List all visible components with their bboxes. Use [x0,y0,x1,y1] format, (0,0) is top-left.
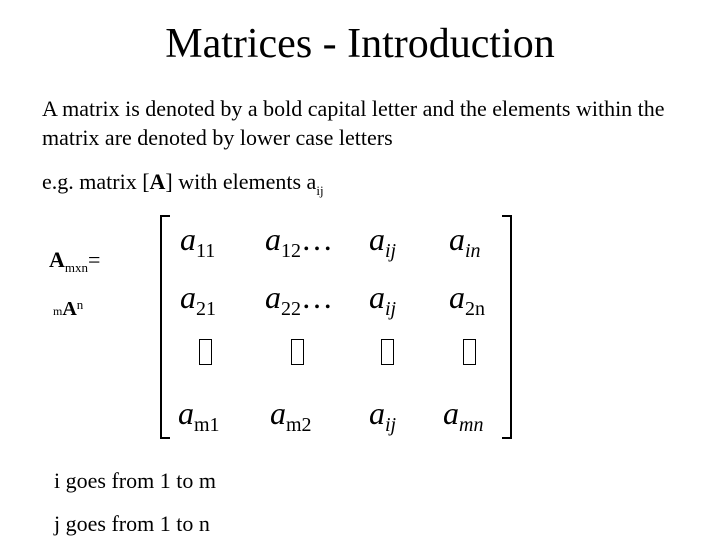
example-element-subscript: ij [316,183,324,198]
vertical-dots-icon [463,339,476,365]
alt-notation [53,292,83,324]
matrix-cell-a22: $a_{22}\dots$ [265,279,333,320]
alt-pre-subscript: m [53,304,63,318]
vertical-dots-icon [291,339,304,365]
example-prefix: e.g. matrix [ [42,169,150,194]
matrix-display [160,215,512,440]
matrix-cell-a2n: $a_{2n}$ [449,279,485,320]
matrix-cell-am2: $a_{m2}$ [270,395,312,436]
j-range-text: j goes from 1 to n [54,511,210,536]
matrix-definition [49,247,100,281]
example-matrix-letter: A [149,169,166,194]
matrix-cell-a21: $a_{21}$ [180,279,216,320]
definition-letter: A [49,247,65,272]
matrix-cell-ain: $a_{in}$ [449,221,481,262]
matrix-cell-amn: $a_{mn}$ [443,395,484,436]
definition-equals: = [88,247,101,272]
matrix-cell-aij-row1: $a_{ij}$ [369,221,397,262]
vertical-dots-icon [381,339,394,365]
example-line [42,169,324,204]
matrix-cell-a11: $a_{11}$ [180,221,216,262]
i-range-text: i goes from 1 to m [54,468,216,493]
vertical-dots-icon [199,339,212,365]
row-ellipsis: … [301,279,333,315]
example-middle: ] with elements a [165,169,317,194]
intro-text: A matrix is denoted by a bold capital letter and the elements within the matrix are denoted by lower case letters [42,96,665,150]
alt-letter: A [62,298,77,320]
matrix-right-bracket [502,215,512,439]
row-ellipsis: … [301,221,333,257]
matrix-cell-am1: $a_{m1}$ [178,395,220,436]
matrix-left-bracket [160,215,170,439]
matrix-cell-a12: $a_{12}\dots$ [265,221,333,262]
definition-subscript: mxn [64,260,89,275]
matrix-cell-aij-row2: $a_{ij}$ [369,279,397,320]
slide-title: Matrices - Introduction [165,21,555,67]
matrix-cell-aij-row4: $a_{ij}$ [369,395,397,436]
alt-superscript: n [76,297,84,312]
